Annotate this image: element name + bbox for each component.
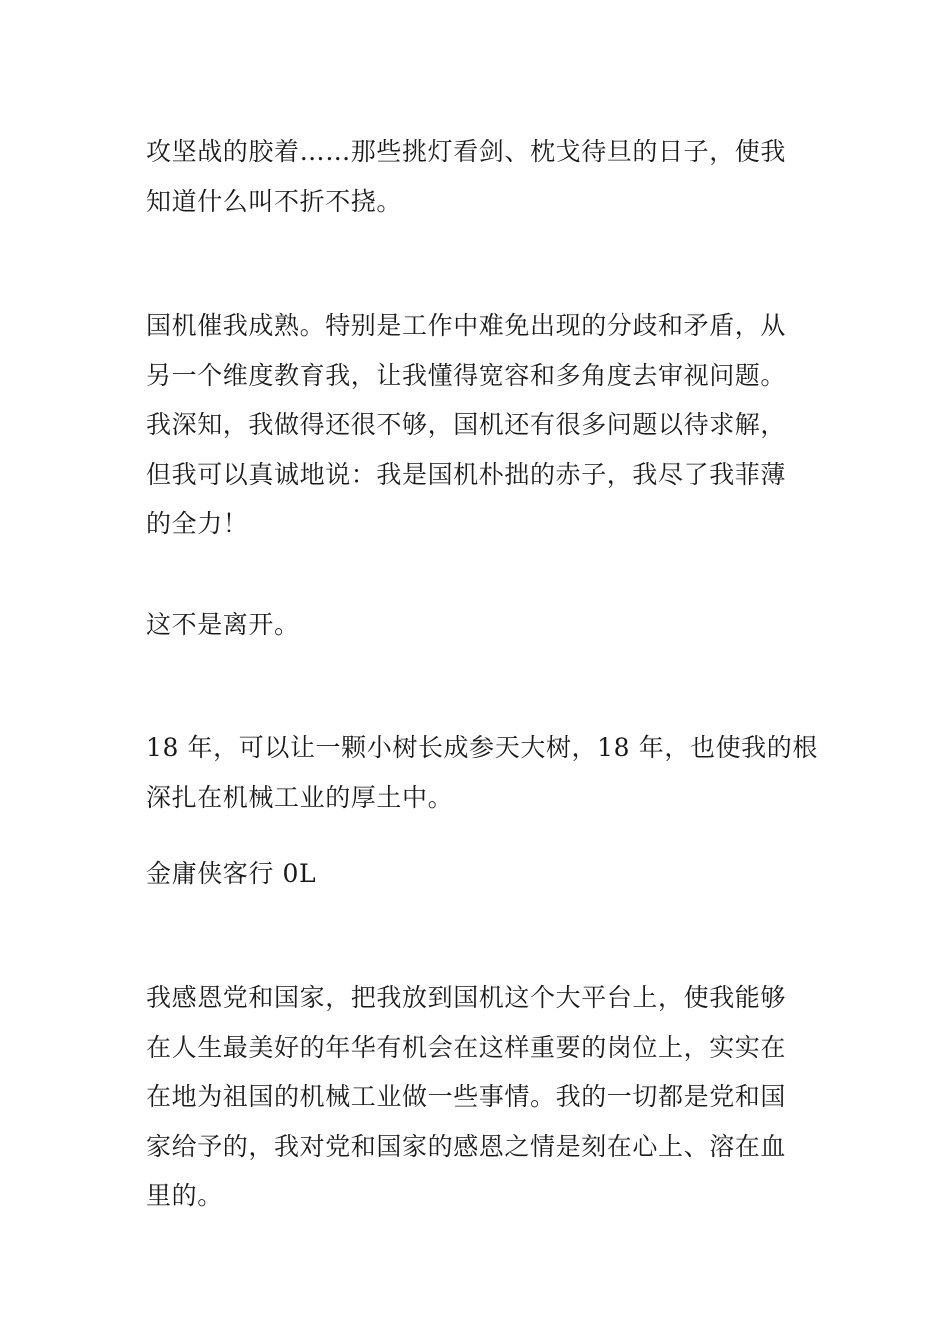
paragraph-line: 里的。	[146, 1181, 223, 1210]
paragraph-line: 在人生最美好的年华有机会在这样重要的岗位上，实实在	[146, 1033, 787, 1062]
paragraph-line: 在地为祖国的机械工业做一些事情。我的一切都是党和国	[146, 1082, 787, 1111]
paragraph-line: 的全力！	[146, 509, 249, 538]
paragraph-line: 家给予的，我对党和国家的感恩之情是刻在心上、溶在血	[146, 1132, 787, 1161]
paragraph-line: 国机催我成熟。特别是工作中难免出现的分歧和矛盾，从	[146, 311, 787, 340]
paragraph-line: 攻坚战的胶着……那些挑灯看剑、枕戈待旦的日子，使我	[146, 137, 787, 166]
paragraph-line: 深扎在机械工业的厚土中。	[146, 783, 454, 812]
paragraph-line: 我深知，我做得还很不够，国机还有很多问题以待求解，	[146, 410, 787, 439]
paragraph-line: 另一个维度教育我，让我懂得宽容和多角度去审视问题。	[146, 361, 787, 390]
paragraph-line: 18 年，可以让一颗小树长成参天大树，18 年，也使我的根	[146, 733, 818, 762]
paragraph-line: 这不是离开。	[146, 610, 300, 639]
paragraph-line: 金庸侠客行 0L	[146, 859, 317, 888]
paragraph-line: 知道什么叫不折不挠。	[146, 187, 403, 216]
paragraph-line: 我感恩党和国家，把我放到国机这个大平台上，使我能够	[146, 983, 787, 1012]
paragraph-line: 但我可以真诚地说：我是国机朴拙的赤子，我尽了我菲薄	[146, 460, 787, 489]
